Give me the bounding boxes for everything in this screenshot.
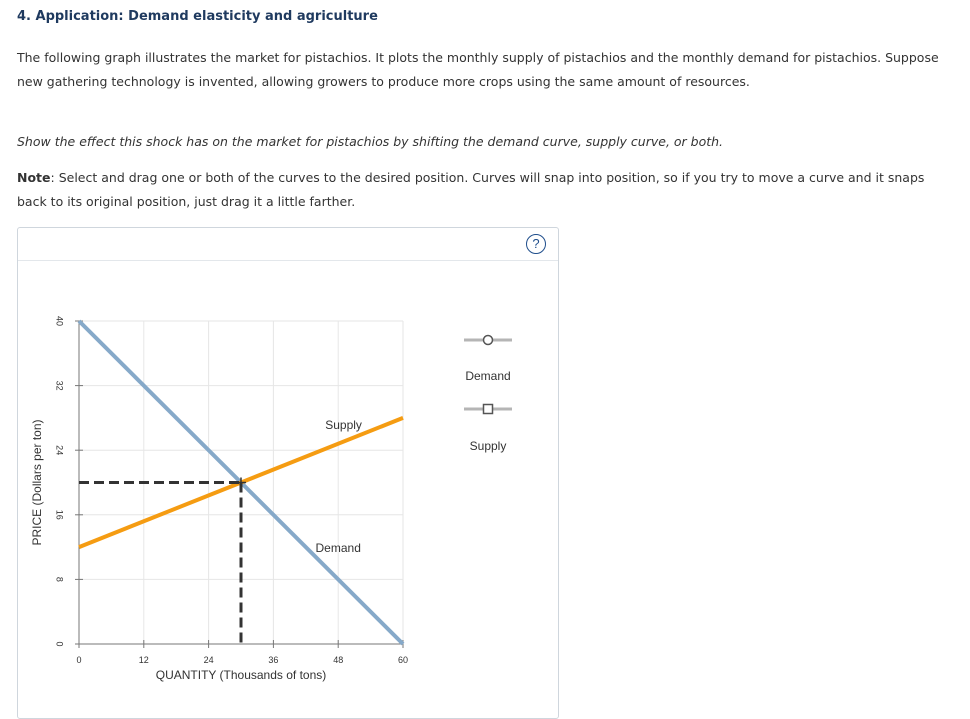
equilibrium-guides (79, 478, 246, 645)
y-tick-label: 40 (54, 315, 65, 327)
intro-paragraph: The following graph illustrates the market for pistachios. It plots the monthly supply of pistachios and the monthly demand for pistachios. Suppose new gathering technology is invented, allowing growers to produce more crops using the same amount of resources. (17, 50, 939, 89)
x-tick-label: 60 (397, 655, 409, 665)
y-axis-title: PRICE (Dollars per ton) (30, 419, 45, 546)
note-label: Note (17, 170, 51, 185)
note-text: : Select and drag one or both of the curves to the desired position. Curves will snap into position, so if you try to move a curve and it snaps back to its original position, just drag it a little farther. (17, 170, 925, 209)
square-marker-icon[interactable] (484, 405, 493, 414)
x-tick-label: 36 (268, 655, 279, 665)
y-tick-label: 0 (54, 641, 65, 647)
x-tick-label: 48 (333, 655, 344, 665)
x-tick-label: 12 (138, 655, 149, 665)
graph-panel (17, 227, 559, 719)
y-tick-label: 16 (54, 509, 65, 520)
x-tick-label: 24 (203, 655, 214, 665)
note-paragraph (17, 166, 947, 214)
tick-labels (30, 316, 408, 682)
legend (464, 336, 512, 454)
page-title: 4. Application: Demand elasticity and agriculture (17, 9, 378, 24)
legend-supply-label: Supply (469, 439, 507, 453)
demand-curve-label: Demand (315, 540, 361, 555)
y-tick-label: 32 (54, 380, 65, 391)
market-graph (18, 228, 558, 718)
x-tick-label: 0 (76, 655, 82, 665)
legend-demand-label: Demand (465, 369, 511, 383)
supply-curve-label: Supply (325, 418, 362, 433)
y-tick-label: 24 (54, 445, 65, 456)
circle-marker-icon[interactable] (484, 336, 493, 345)
y-tick-label: 8 (54, 576, 65, 582)
help-icon[interactable]: ? (526, 234, 546, 254)
x-axis-title: QUANTITY (Thousands of tons) (155, 668, 327, 682)
instruction-paragraph: Show the effect this shock has on the market for pistachios by shifting the demand curve, supply curve, or both. (17, 134, 724, 149)
